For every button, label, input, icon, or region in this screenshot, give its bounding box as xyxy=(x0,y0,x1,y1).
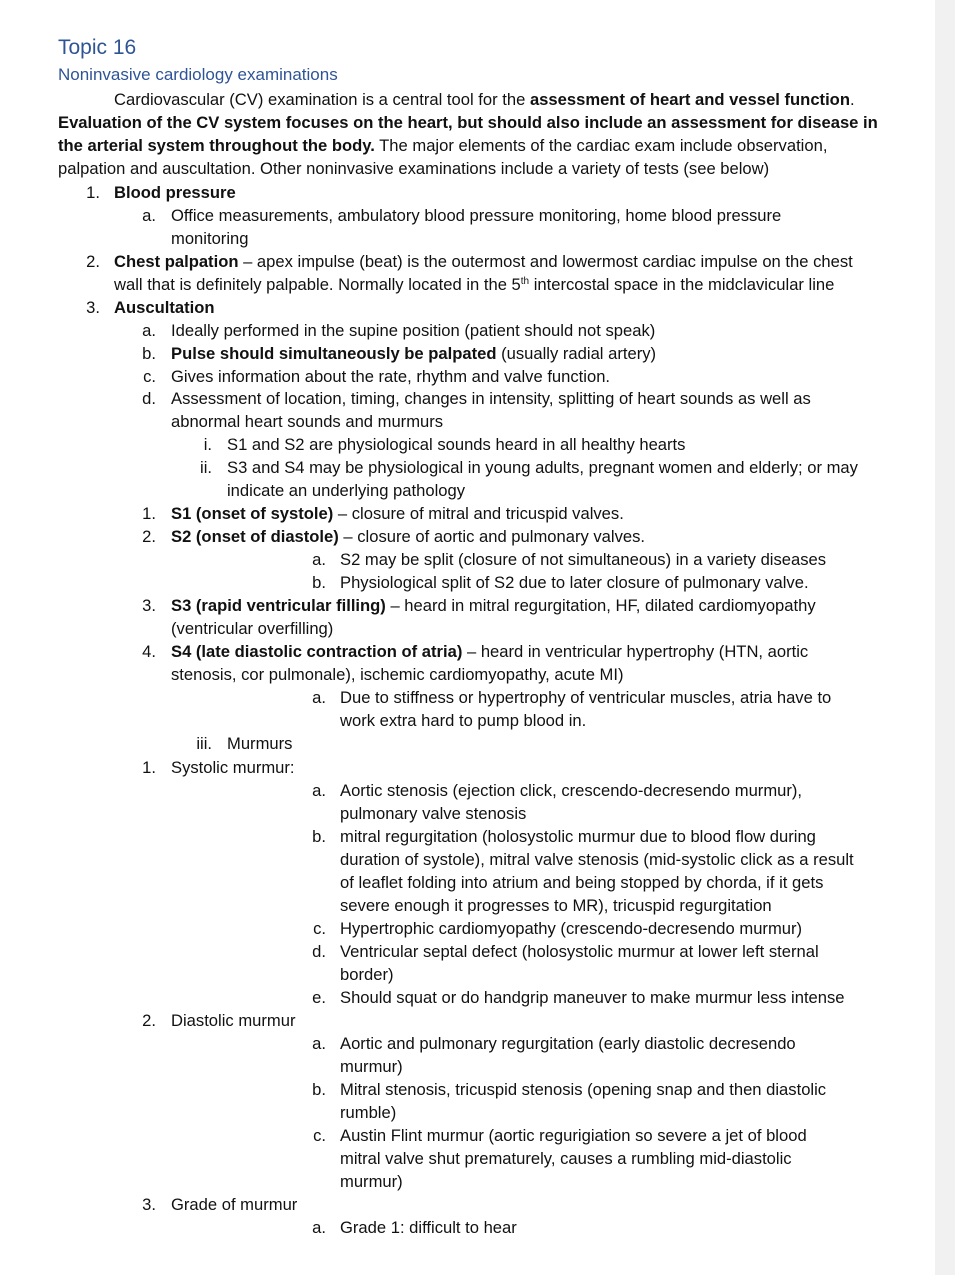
list-letter: e. xyxy=(312,988,326,1007)
list-number: 1. xyxy=(86,183,100,202)
list-letter: a. xyxy=(142,321,156,340)
list-item: Pulse should simultaneously be palpated (usually radial artery) xyxy=(171,344,657,363)
list-item-cont: duration of systole), mitral valve stenosis (mid-systolic click as a result xyxy=(340,850,854,869)
list-letter: b. xyxy=(142,344,156,363)
intro-line-4: palpation and auscultation. Other noninvasive examinations include a variety of tests (see below) xyxy=(58,159,770,178)
list-letter: c. xyxy=(313,919,326,938)
s2-sound: S2 (onset of diastole) – closure of aortic and pulmonary valves. xyxy=(171,527,646,546)
diastolic-murmur-heading: Diastolic murmur xyxy=(171,1011,296,1030)
list-item: Ideally performed in the supine position (patient should not speak) xyxy=(171,321,656,340)
s4-sound: S4 (late diastolic contraction of atria) – heard in ventricular hypertrophy (HTN, aortic xyxy=(171,642,809,661)
list-item-cont: indicate an underlying pathology xyxy=(227,481,466,500)
list-letter: b. xyxy=(312,827,326,846)
list-item-cont: border) xyxy=(340,965,394,984)
list-letter: a. xyxy=(312,550,326,569)
list-item: S1 and S2 are physiological sounds heard in all healthy hearts xyxy=(227,435,686,454)
list-number: 2. xyxy=(86,252,100,271)
list-roman: ii. xyxy=(200,458,212,477)
list-number: 2. xyxy=(142,527,156,546)
list-item-cont: work extra hard to pump blood in. xyxy=(340,711,587,730)
intro-line-3: the arterial system throughout the body. The major elements of the cardiac exam include observation, xyxy=(58,136,828,155)
list-letter: c. xyxy=(313,1126,326,1145)
list-item: S3 and S4 may be physiological in young adults, pregnant women and elderly; or may xyxy=(227,458,858,477)
blood-pressure-heading: Blood pressure xyxy=(114,183,236,202)
list-number: 3. xyxy=(142,1195,156,1214)
list-item: Ventricular septal defect (holosystolic murmur at lower left sternal xyxy=(340,942,819,961)
auscultation-heading: Auscultation xyxy=(114,298,215,317)
chest-palpation-line-2: wall that is definitely palpable. Normally located in the 5th intercostal space in the midclavicular line xyxy=(114,275,835,294)
list-item-cont: mitral valve shut prematurely, causes a rumbling mid-diastolic xyxy=(340,1149,792,1168)
list-item: Mitral stenosis, tricuspid stenosis (opening snap and then diastolic xyxy=(340,1080,827,1099)
list-number: 1. xyxy=(142,758,156,777)
list-item: Hypertrophic cardiomyopathy (crescendo-decresendo murmur) xyxy=(340,919,803,938)
list-item: Gives information about the rate, rhythm and valve function. xyxy=(171,367,611,386)
list-item: Aortic and pulmonary regurgitation (early diastolic decresendo xyxy=(340,1034,796,1053)
list-item-cont: murmur) xyxy=(340,1172,403,1191)
list-item: Assessment of location, timing, changes in intensity, splitting of heart sounds as well as xyxy=(171,389,811,408)
list-item-cont: (ventricular overfilling) xyxy=(171,619,334,638)
list-item: Aortic stenosis (ejection click, crescendo-decresendo murmur), xyxy=(340,781,803,800)
list-item: Office measurements, ambulatory blood pressure monitoring, home blood pressure xyxy=(171,206,782,225)
intro-line-2: Evaluation of the CV system focuses on the heart, but should also include an assessment for disease in xyxy=(58,113,878,132)
list-number: 3. xyxy=(86,298,100,317)
list-letter: a. xyxy=(312,1218,326,1237)
chest-palpation-line-1: Chest palpation – apex impulse (beat) is the outermost and lowermost cardiac impulse on the chest xyxy=(114,252,853,271)
list-item: Austin Flint murmur (aortic regurigiation so severe a jet of blood xyxy=(340,1126,807,1145)
list-number: 4. xyxy=(142,642,156,661)
list-item: S2 may be split (closure of not simultaneous) in a variety diseases xyxy=(340,550,827,569)
s1-sound: S1 (onset of systole) – closure of mitral and tricuspid valves. xyxy=(171,504,624,523)
list-item-cont: of leaflet folding into atrium and being stopped by chorda, if it gets xyxy=(340,873,824,892)
list-letter: a. xyxy=(312,688,326,707)
page-title: Topic 16 xyxy=(58,36,137,59)
list-letter: c. xyxy=(143,367,156,386)
list-number: 3. xyxy=(142,596,156,615)
list-item-cont: pulmonary valve stenosis xyxy=(340,804,527,823)
list-item-cont: severe enough it progresses to MR), tricuspid regurgitation xyxy=(340,896,772,915)
list-roman: i. xyxy=(203,435,212,454)
list-letter: a. xyxy=(142,206,156,225)
list-item: mitral regurgitation (holosystolic murmur due to blood flow during xyxy=(340,827,816,846)
list-letter: b. xyxy=(312,1080,326,1099)
murmurs-heading: Murmurs xyxy=(227,734,293,753)
list-item-cont: abnormal heart sounds and murmurs xyxy=(171,412,444,431)
list-letter: a. xyxy=(312,781,326,800)
list-letter: b. xyxy=(312,573,326,592)
list-letter: d. xyxy=(142,389,156,408)
list-letter: a. xyxy=(312,1034,326,1053)
s3-sound: S3 (rapid ventricular filling) – heard in mitral regurgitation, HF, dilated cardiomyopathy xyxy=(171,596,816,615)
list-item: Should squat or do handgrip maneuver to make murmur less intense xyxy=(340,988,845,1007)
list-item: Physiological split of S2 due to later closure of pulmonary valve. xyxy=(340,573,809,592)
list-item-cont: rumble) xyxy=(340,1103,397,1122)
list-item-cont: stenosis, cor pulmonale), ischemic cardiomyopathy, acute MI) xyxy=(171,665,624,684)
list-item: Grade 1: difficult to hear xyxy=(340,1218,517,1237)
grade-of-murmur-heading: Grade of murmur xyxy=(171,1195,298,1214)
list-item: Due to stiffness or hypertrophy of ventricular muscles, atria have to xyxy=(340,688,832,707)
intro-line-1: Cardiovascular (CV) examination is a central tool for the assessment of heart and vessel function. xyxy=(114,90,855,109)
list-roman: iii. xyxy=(196,734,212,753)
list-number: 2. xyxy=(142,1011,156,1030)
list-item-cont: murmur) xyxy=(340,1057,403,1076)
scrollbar-track[interactable] xyxy=(935,0,955,1275)
list-item-cont: monitoring xyxy=(171,229,249,248)
systolic-murmur-heading: Systolic murmur: xyxy=(171,758,295,777)
list-number: 1. xyxy=(142,504,156,523)
page-subtitle: Noninvasive cardiology examinations xyxy=(58,65,338,84)
list-letter: d. xyxy=(312,942,326,961)
